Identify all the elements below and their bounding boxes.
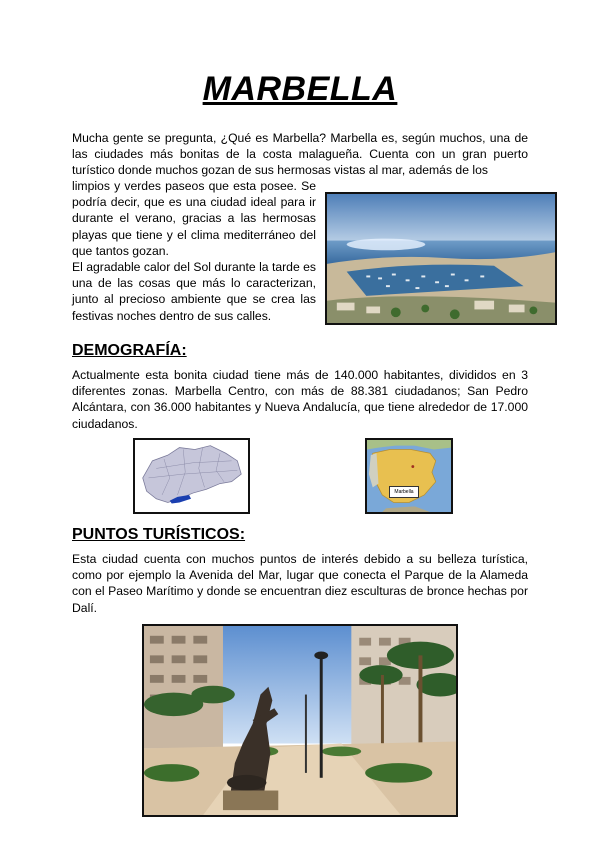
- spain-location-map: [365, 438, 453, 514]
- intro-paragraph-2: limpios y verdes paseos que esta posee. Se podría decir, que es una ciudad ideal para ir durante el verano, gracias a las hermosas playas que tiene y el clima mediterráneo del que tantos gozan.: [72, 179, 316, 258]
- avenida-del-mar-photo: [142, 624, 458, 817]
- demografia-paragraph: Actualmente esta bonita ciudad tiene más de 140.000 habitantes, divididos en 3 diferentes zonas. Marbella Centro, con más de 88.381 ciudadanos; San Pedro Alcántara, con 36.000 habitantes y Nueva Andalucía, que tiene alrededor de 17.000 ciudadanos.: [72, 368, 528, 431]
- marbella-harbour-photo: [325, 192, 557, 325]
- map-callout-label: Marbella: [389, 486, 419, 498]
- puntos-turisticos-paragraph: Esta ciudad cuenta con muchos puntos de interés debido a su belleza turística, como por ejemplo la Avenida del Mar, lugar que conecta el Parque de la Alameda con el Paseo Marítimo y donde se encuentran diez esculturas de bronce hechas por Dalí.: [72, 552, 528, 615]
- intro-paragraph-3: El agradable calor del Sol durante la tarde es una de las cosas que más lo caracterizan, junto al precioso ambiente que se crea las festivas noches dentro de sus calles.: [72, 260, 316, 323]
- intro-paragraph-1: Mucha gente se pregunta, ¿Qué es Marbella? Marbella es, según muchos, una de las ciudades más bonitas de la costa malagueña. Cuenta con un gran puerto turístico donde muchos gozan de sus hermosas vistas al mar, además de los: [72, 131, 528, 178]
- puntos-turisticos-heading: PUNTOS TURÍSTICOS:: [72, 526, 246, 543]
- malaga-province-map: [133, 438, 250, 514]
- demografia-heading: DEMOGRAFÍA:: [72, 342, 187, 359]
- page-title: MARBELLA: [202, 70, 398, 108]
